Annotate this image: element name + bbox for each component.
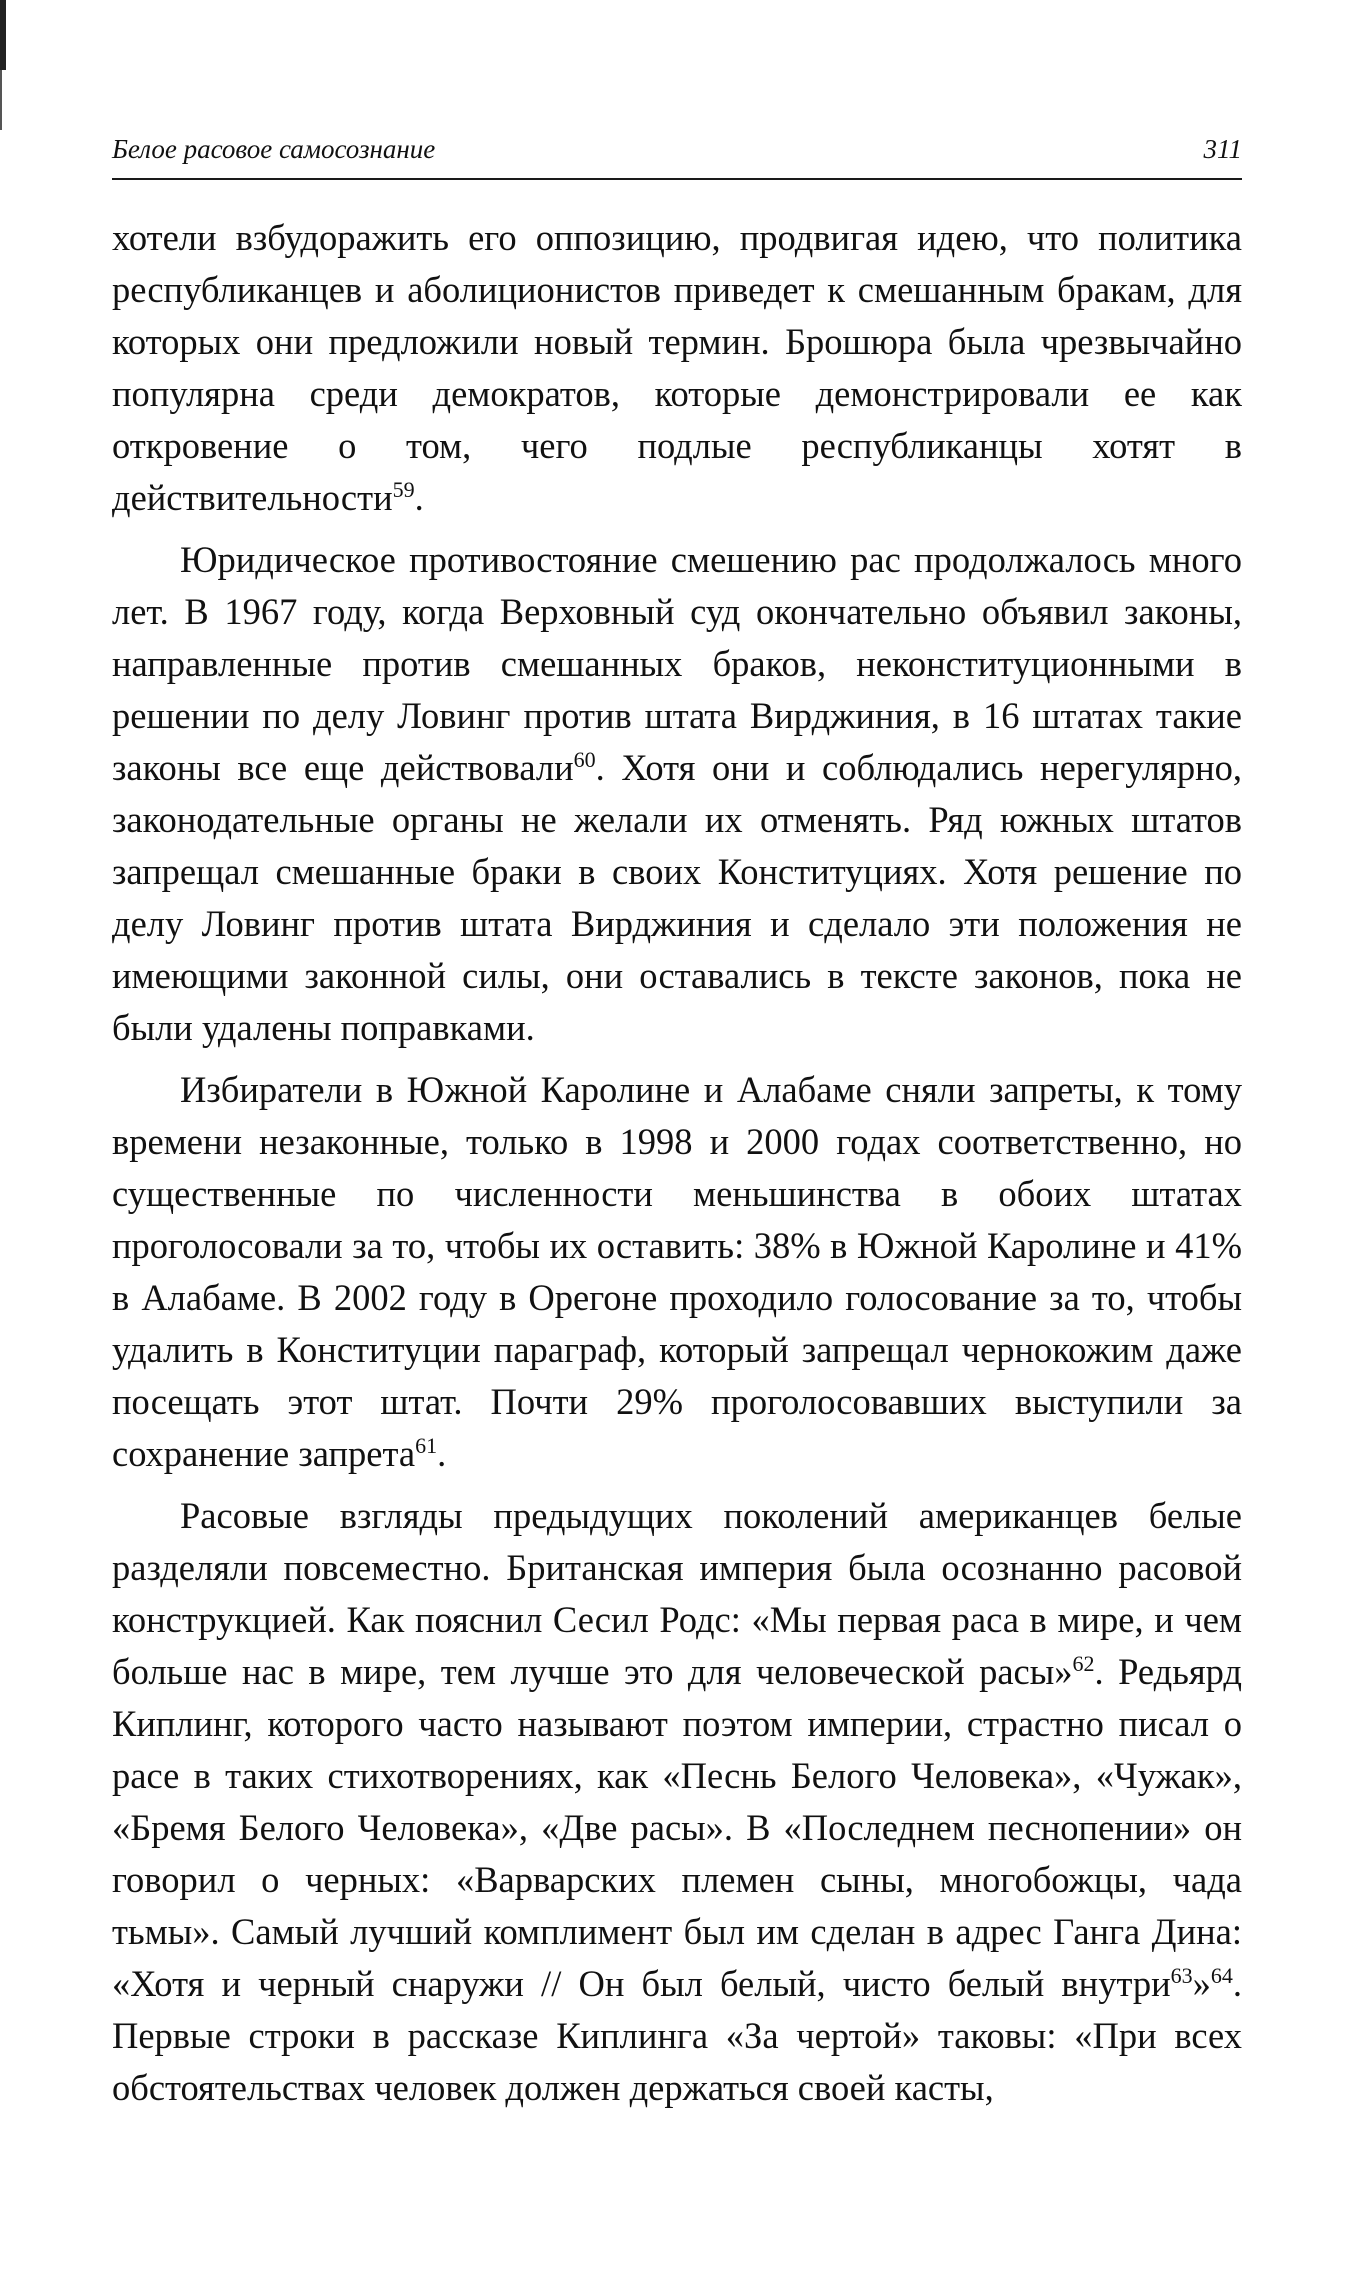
page-number: 311 [1203, 134, 1242, 164]
paragraph-1-text: хотели взбудоражить его оппозицию, продвигая идею, что политика республиканцев и аболиционистов приведет к смешанным бракам, для которых они предложили новый термин. Брошюра была чрезвычайно популярна среди демократов, которые демонстрировали ее как откровение о том, чего подлые республиканцы хотят в действительности [112, 217, 1242, 518]
paragraph-2 [112, 534, 1242, 1054]
binding-edge-mark [0, 0, 6, 70]
paragraph-1-tail: . [414, 477, 424, 518]
paragraph-4 [112, 1490, 1242, 2114]
paragraph-3-text: Избиратели в Южной Каролине и Алабаме сняли запреты, к тому времени незаконные, только в 1998 и 2000 годах соответственно, но существенные по численности меньшинства в обоих штатах проголосовали за то, чтобы их оставить: 38% в Южной Каролине и 41% в Алабаме. В 2002 году в Орегоне проходило голосование за то, чтобы удалить в Конституции параграф, который запрещал чернокожим даже посещать этот штат. Почти 29% проголосовавших выступили за сохранение запрета [112, 1069, 1242, 1474]
paragraph-4-text: Расовые взгляды предыдущих поколений американцев белые разделяли повсеместно. Британская империя была осознанно расовой конструкцией. Как пояснил Сесил Родс: «Мы первая раса в мире, и чем больше нас в мире, тем лучше это для человеческой расы» [112, 1495, 1242, 1692]
paragraph-2-tail: . Хотя они и соблюдались нерегулярно, законодательные органы не желали их отменять. Ряд южных штатов запрещал смешанные браки в своих Конституциях. Хотя решение по делу Ловинг против штата Вирджиния и сделало эти положения не имеющими законной силы, они оставались в тексте законов, пока не были удалены поправками. [112, 747, 1243, 1048]
paragraph-1 [112, 212, 1242, 524]
paragraph-4-tail-2: » [1192, 1963, 1211, 2004]
footnote-ref-62: 62 [1072, 1651, 1095, 1676]
footnote-ref-64: 64 [1210, 1963, 1233, 1988]
paragraph-2-text: Юридическое противостояние смешению рас продолжалось много лет. В 1967 году, когда Верховный суд окончательно объявил законы, направленные против смешанных браков, неконституционными в решении по делу Ловинг против штата Вирджиния, в 16 штатах такие законы все еще действовали [112, 539, 1242, 788]
body-text [112, 212, 1242, 2124]
running-title: Белое расовое самосознание [112, 134, 436, 164]
footnote-ref-61: 61 [415, 1433, 438, 1458]
footnote-ref-63: 63 [1170, 1963, 1193, 1988]
paragraph-3 [112, 1064, 1242, 1480]
paragraph-3-tail: . [437, 1433, 447, 1474]
running-header [112, 130, 1242, 180]
paragraph-4-tail-3: . Первые строки в рассказе Киплинга «За чертой» таковы: «При всех обстоятельствах человек должен держаться своей касты, [112, 1963, 1242, 2108]
footnote-ref-60: 60 [573, 747, 596, 772]
footnote-ref-59: 59 [392, 477, 415, 502]
paragraph-4-tail: . Редьярд Киплинг, которого часто называют поэтом империи, страстно писал о расе в таких стихотворениях, как «Песнь Белого Человека», «Чужак», «Бремя Белого Человека», «Две расы». В «Последнем песнопении» он говорил о черных: «Варварских племен сыны, многобожцы, чада тьмы». Самый лучший комплимент был им сделан в адрес Ганга Дина: «Хотя и черный снаружи // Он был белый, чисто белый внутри [112, 1651, 1242, 2004]
